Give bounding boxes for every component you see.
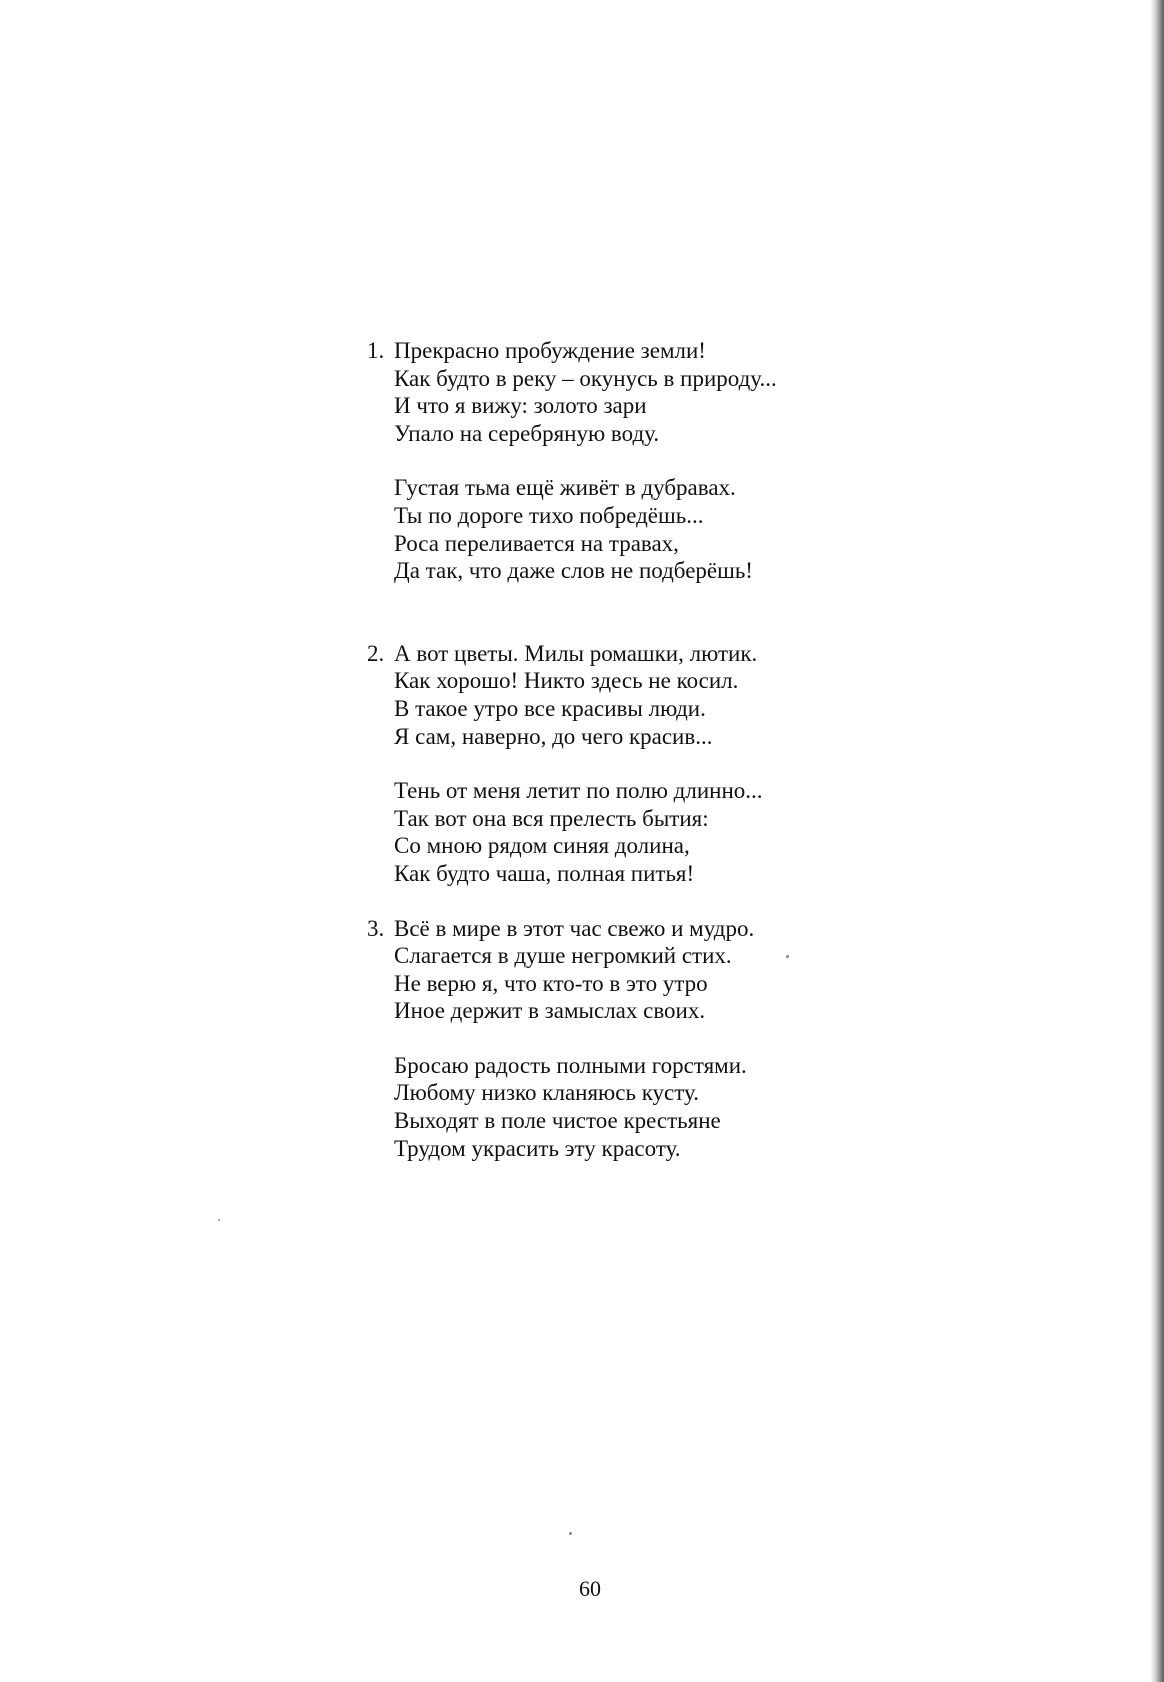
poem-line: Я сам, наверно, до чего красив... — [394, 723, 713, 749]
poem-line: Выходят в поле чистое крестьяне — [394, 1108, 721, 1134]
poem-line: Иное держит в замыслах своих. — [394, 998, 706, 1024]
poem — [367, 337, 887, 1162]
verse-1-stanza-2 — [367, 474, 887, 584]
stanza-gap — [367, 1025, 887, 1052]
poem-line: Густая тьма ещё живёт в дубравах. — [394, 475, 736, 501]
verse-3-stanza-1 — [367, 915, 887, 1025]
scan-speck — [569, 1532, 572, 1535]
verse-gap — [367, 888, 887, 915]
verse-2-stanza-1 — [367, 640, 887, 750]
poem-line: Слагается в душе негромкий стих. — [394, 943, 732, 969]
verse-2-stanza-2 — [367, 777, 887, 887]
stanza-gap — [367, 447, 887, 474]
verse-gap — [367, 585, 887, 640]
poem-line: Как будто чаша, полная питья! — [394, 860, 695, 886]
line-text: Всё в мире в этот час свежо и мудро. — [394, 915, 755, 941]
poem-line: Со мною рядом синяя долина, — [394, 833, 690, 859]
line-text: А вот цветы. Милы ромашки, лютик. — [394, 640, 758, 666]
poem-line: Любому низко кланяюсь кусту. — [394, 1080, 699, 1106]
poem-line: Трудом украсить эту красоту. — [394, 1135, 681, 1161]
page-edge-shadow — [1150, 0, 1164, 1682]
line-text: Прекрасно пробуждение земли! — [394, 338, 706, 363]
poem-line: Ты по дороге тихо побредёшь... — [394, 502, 704, 528]
verse-number: 3. — [367, 915, 385, 941]
poem-line — [367, 915, 887, 943]
poem-line: Бросаю радость полными горстями. — [394, 1052, 747, 1078]
page-number: 60 — [579, 1576, 601, 1601]
poem-line — [367, 640, 887, 668]
poem-line: В такое утро все красивы люди. — [394, 695, 706, 721]
poem-line — [367, 337, 887, 365]
poem-line: Упало на серебряную воду. — [394, 420, 660, 446]
poem-line: Как хорошо! Никто здесь не косил. — [394, 668, 739, 694]
poem-line: Тень от меня летит по полю длинно... — [394, 778, 763, 804]
poem-line: И что я вижу: золото зари — [394, 393, 647, 419]
verse-1-stanza-1 — [367, 337, 887, 447]
poem-line: Роса переливается на травах, — [394, 530, 679, 556]
poem-line: Да так, что даже слов не подберёшь! — [394, 558, 753, 584]
poem-line: Как будто в реку – окунусь в природу... — [394, 365, 777, 391]
verse-number: 1. — [367, 338, 385, 363]
scan-speck — [218, 1219, 220, 1221]
verse-number: 2. — [367, 640, 385, 666]
scan-speck — [786, 955, 789, 958]
stanza-gap — [367, 750, 887, 777]
poem-line: Не верю я, что кто-то в это утро — [394, 970, 708, 996]
poem-line: Так вот она вся прелесть бытия: — [394, 805, 709, 831]
verse-3-stanza-2 — [367, 1052, 887, 1162]
